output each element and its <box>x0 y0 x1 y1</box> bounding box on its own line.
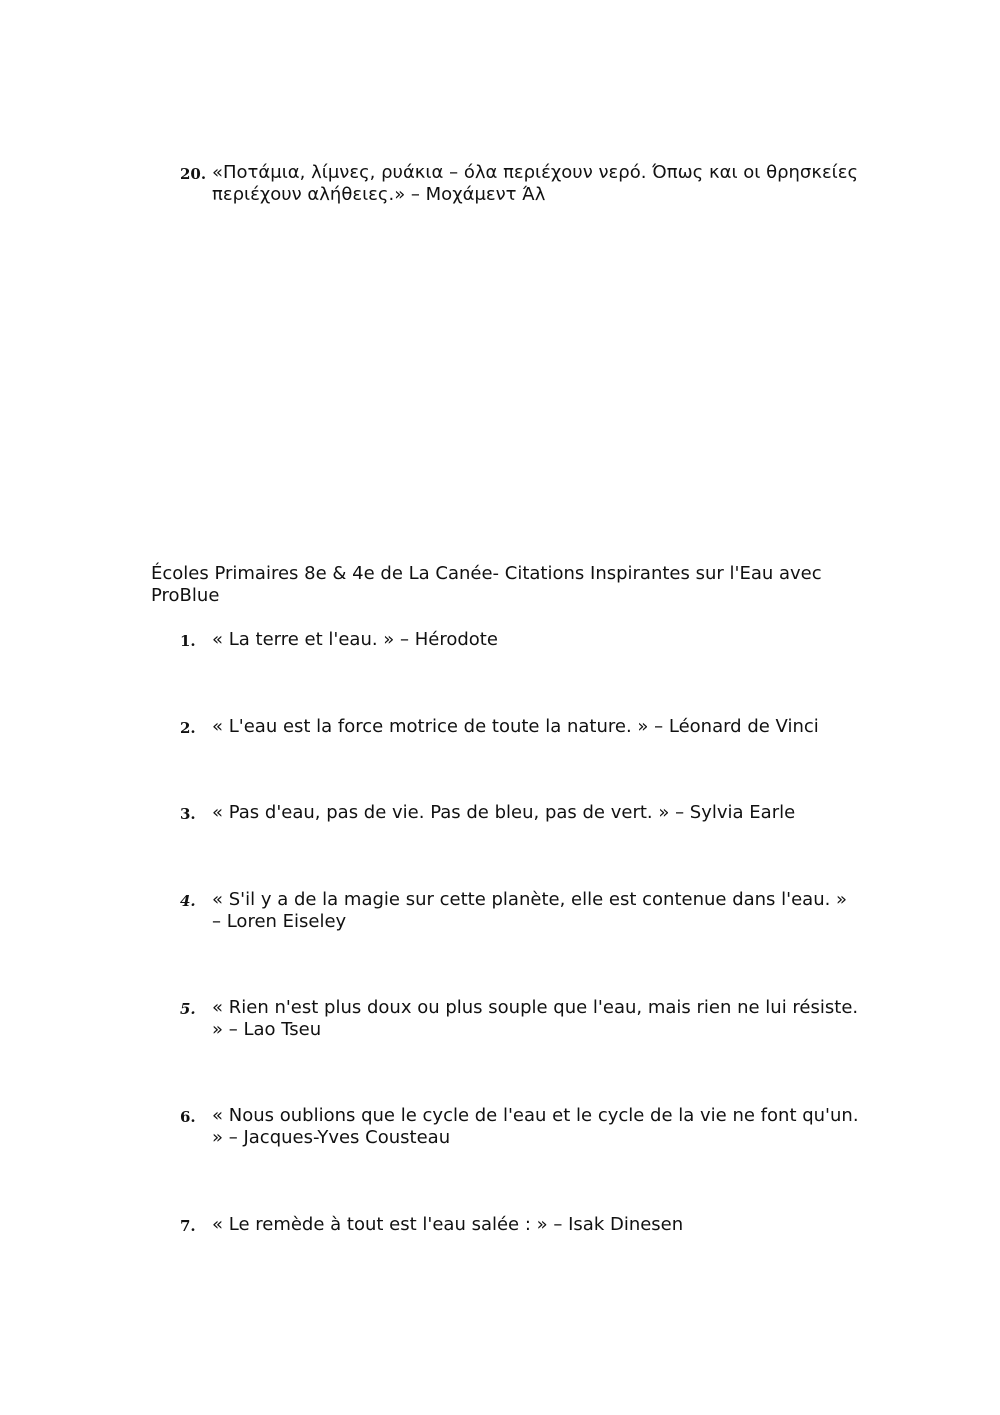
quote-text: «Ποτάμια, λίμνες, ρυάκια – όλα περιέχουν νερό. Όπως και οι θρησκείες περιέχουν αλήθειες.» – Μοχάμεντ Άλ <box>212 162 859 205</box>
quote-text: « L'eau est la force motrice de toute la nature. » – Léonard de Vinci <box>212 716 819 737</box>
quote-text: « Nous oublions que le cycle de l'eau et le cycle de la vie ne font qu'un. » – Jacques-Yves Cousteau <box>212 1105 859 1148</box>
section-heading: Écoles Primaires 8e & 4e de La Canée- Citations Inspirantes sur l'Eau avec ProBlue <box>151 563 822 606</box>
quote-text: « S'il y a de la magie sur cette planète, elle est contenue dans l'eau. » – Loren Eiseley <box>212 889 848 932</box>
quote-text: « La terre et l'eau. » – Hérodote <box>212 629 498 650</box>
list-number: 4. <box>180 892 196 910</box>
list-item-5 <box>180 997 860 1041</box>
quote-text: « Rien n'est plus doux ou plus souple que l'eau, mais rien ne lui résiste. » – Lao Tseu <box>212 997 859 1040</box>
list-item-3 <box>180 802 860 825</box>
list-number: 20. <box>180 165 207 183</box>
list-number: 1. <box>180 632 196 650</box>
list-item-1 <box>180 629 860 652</box>
list-number: 3. <box>180 805 196 823</box>
list-item-2 <box>180 716 860 739</box>
list-item-20 <box>180 162 860 206</box>
quote-text: « Pas d'eau, pas de vie. Pas de bleu, pas de vert. » – Sylvia Earle <box>212 802 796 823</box>
quote-text: « Le remède à tout est l'eau salée : » – Isak Dinesen <box>212 1214 684 1235</box>
list-number: 6. <box>180 1108 196 1126</box>
list-number: 2. <box>180 719 196 737</box>
list-number: 5. <box>180 1000 196 1018</box>
list-item-6 <box>180 1105 860 1149</box>
list-number: 7. <box>180 1217 196 1235</box>
list-item-7 <box>180 1214 860 1237</box>
list-item-4 <box>180 889 860 933</box>
